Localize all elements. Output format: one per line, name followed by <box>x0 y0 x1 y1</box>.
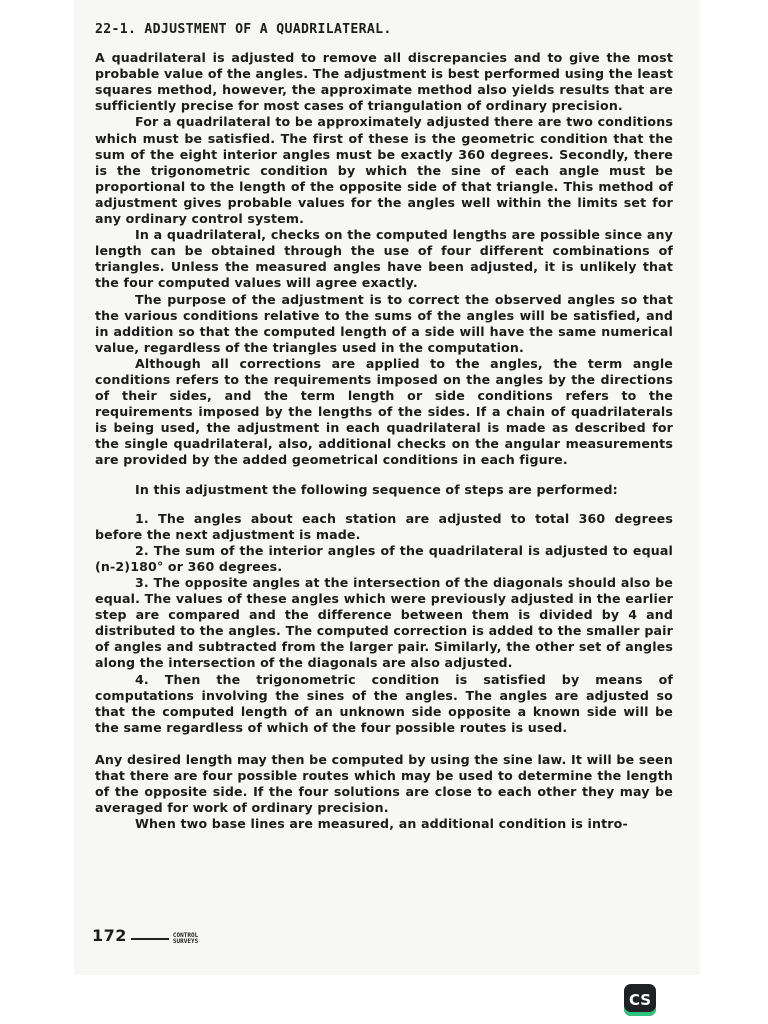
page-footer <box>92 926 198 945</box>
camscanner-logo-icon: CS <box>624 984 656 1016</box>
paragraph-sine-law: Any desired length may then be computed by using the sine law. It will be seen that there are four possible routes which may be used to determine the length of the opposite side. If the four solutions are close to each other they may be averaged for work of ordinary precision. <box>95 751 673 816</box>
footer-rule <box>131 938 169 940</box>
paragraph-checks: In a quadrilateral, checks on the computed lengths are possible since any length can be obtained through the use of four different combinations of triangles. Unless the measured angles have been adjusted, it is unlikely that the four computed values will agree exactly. <box>95 227 673 291</box>
paragraph-corrections: Although all corrections are applied to the angles, the term angle conditions refers to the requirements imposed on the angles by the directions of their sides, and the term length or side conditions refers to the requirements imposed by the lengths of the sides. If a chain of quadrilaterals is being used, the adjustment in each quadrilateral is made as described for the single quadrilateral, also, additional checks on the angular measurements are provided by the added geometrical conditions in each figure. <box>95 355 673 468</box>
step-1: 1. The angles about each station are adjusted to total 360 degrees before the next adjustment is made. <box>95 510 673 542</box>
footer-title-line2: SURVEYS <box>172 938 199 945</box>
step-3: 3. The opposite angles at the intersection of the diagonals should also be equal. The values of these angles which were previously adjusted in the earlier step are compared and the difference between them is divided by 4 and distributed to the angles. The computed correction is added to the smaller pair of angles and subtracted from the larger pair. Similarly, the other set of angles along the intersection of the diagonals are also adjusted. <box>95 575 673 671</box>
step-4: 4. Then the trigonometric condition is satisfied by means of computations involving the sines of the angles. The angles are adjusted so that the computed length of an unknown side opposite a known side will be the same regardless of which of the four possible routes is used. <box>95 671 673 735</box>
paragraph-base-lines: When two base lines are measured, an additional condition is intro- <box>135 816 628 832</box>
paragraph-purpose: The purpose of the adjustment is to correct the observed angles so that the various conditions relative to the sums of the angles will be satisfied, and in addition so that the computed length of a side will have the same numerical value, regardless of the triangles used in the computation. <box>95 291 673 355</box>
page-number: 172 <box>92 926 127 945</box>
paragraph-sequence-intro: In this adjustment the following sequence of steps are performed: <box>135 481 618 497</box>
footer-title-line1: CONTROL <box>172 932 199 939</box>
paragraph-conditions: For a quadrilateral to be approximately adjusted there are two conditions which must be satisfied. The first of these is the geometric condition that the sum of the eight interior angles must be exactly 360 degrees. Secondly, there is the trigonometric condition by which the sine of each angle must be proportional to the length of the opposite side of that triangle. This method of adjustment gives probable values for the angles well within the limits set for any ordinary control system. <box>95 114 673 227</box>
page-content <box>95 22 673 832</box>
paragraph-intro: A quadrilateral is adjusted to remove all discrepancies and to give the most probable value of the angles. The adjustment is best performed using the least squares method, however, the approximate method also yields results that are sufficiently precise for most cases of triangulation of ordinary precision. <box>95 50 673 114</box>
step-2: 2. The sum of the interior angles of the quadrilateral is adjusted to equal (n-2)180° or 360 degrees. <box>95 542 673 574</box>
footer-title <box>173 933 198 945</box>
section-heading: 22-1. ADJUSTMENT OF A QUADRILATERAL. <box>95 22 392 37</box>
